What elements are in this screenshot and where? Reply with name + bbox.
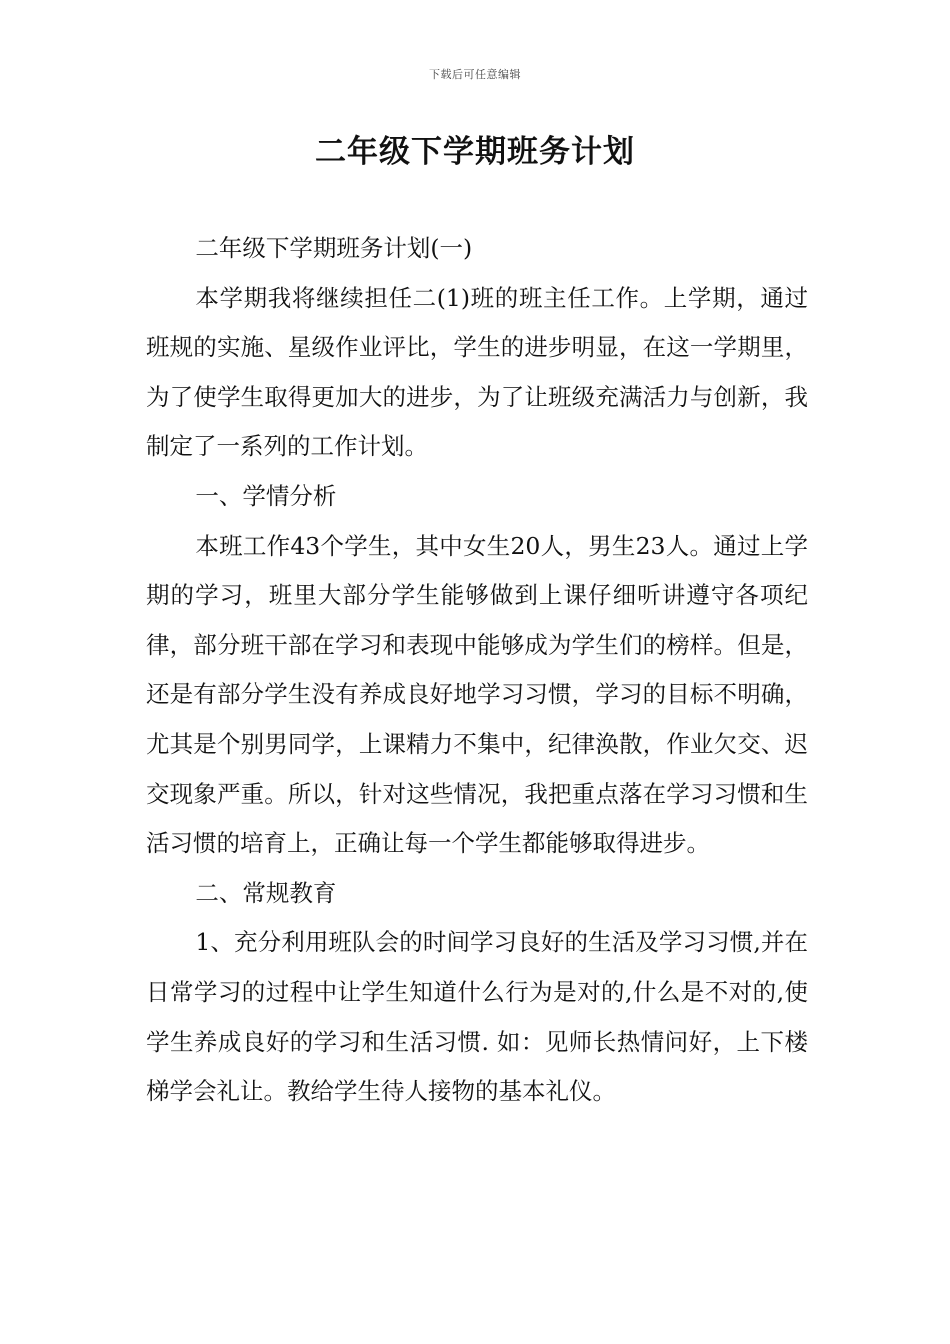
section-heading-routine: 二、常规教育: [195, 878, 337, 907]
subtitle-paragraph: 二年级下学期班务计划(一): [195, 234, 473, 262]
section-heading-analysis: 一、学情分析: [195, 481, 337, 510]
routine-paragraph-1: 1、充分利用班队会的时间学习良好的生活及学习习惯,并在日常学习的过程中让学生知道什么行为是对的,什么是不对的,使学生养成良好的学习和生活习惯. 如：见师长热情问好，上下楼梯学会礼让。教给学生待人接物的基本礼仪。: [146, 928, 808, 1106]
header-note: 下载后可任意编辑: [429, 68, 521, 81]
analysis-paragraph: 本班工作43个学生，其中女生20人，男生23人。通过上学期的学习，班里大部分学生能够做到上课仔细听讲遵守各项纪律，部分班干部在学习和表现中能够成为学生们的榜样。但是，还是有部分学生没有养成良好地学习习惯，学习的目标不明确，尤其是个别男同学，上课精力不集中，纪律涣散，作业欠交、迟交现象严重。所以，针对这些情况，我把重点落在学习习惯和生活习惯的培育上，正确让每一个学生都能够取得进步。: [146, 531, 808, 858]
document-title: 二年级下学期班务计划: [315, 134, 635, 170]
intro-paragraph: 本学期我将继续担任二(1)班的班主任工作。上学期，通过班规的实施、星级作业评比，学生的进步明显，在这一学期里，为了使学生取得更加大的进步，为了让班级充满活力与创新，我制定了一系列的工作计划。: [146, 283, 808, 461]
document-body: [146, 224, 808, 1117]
